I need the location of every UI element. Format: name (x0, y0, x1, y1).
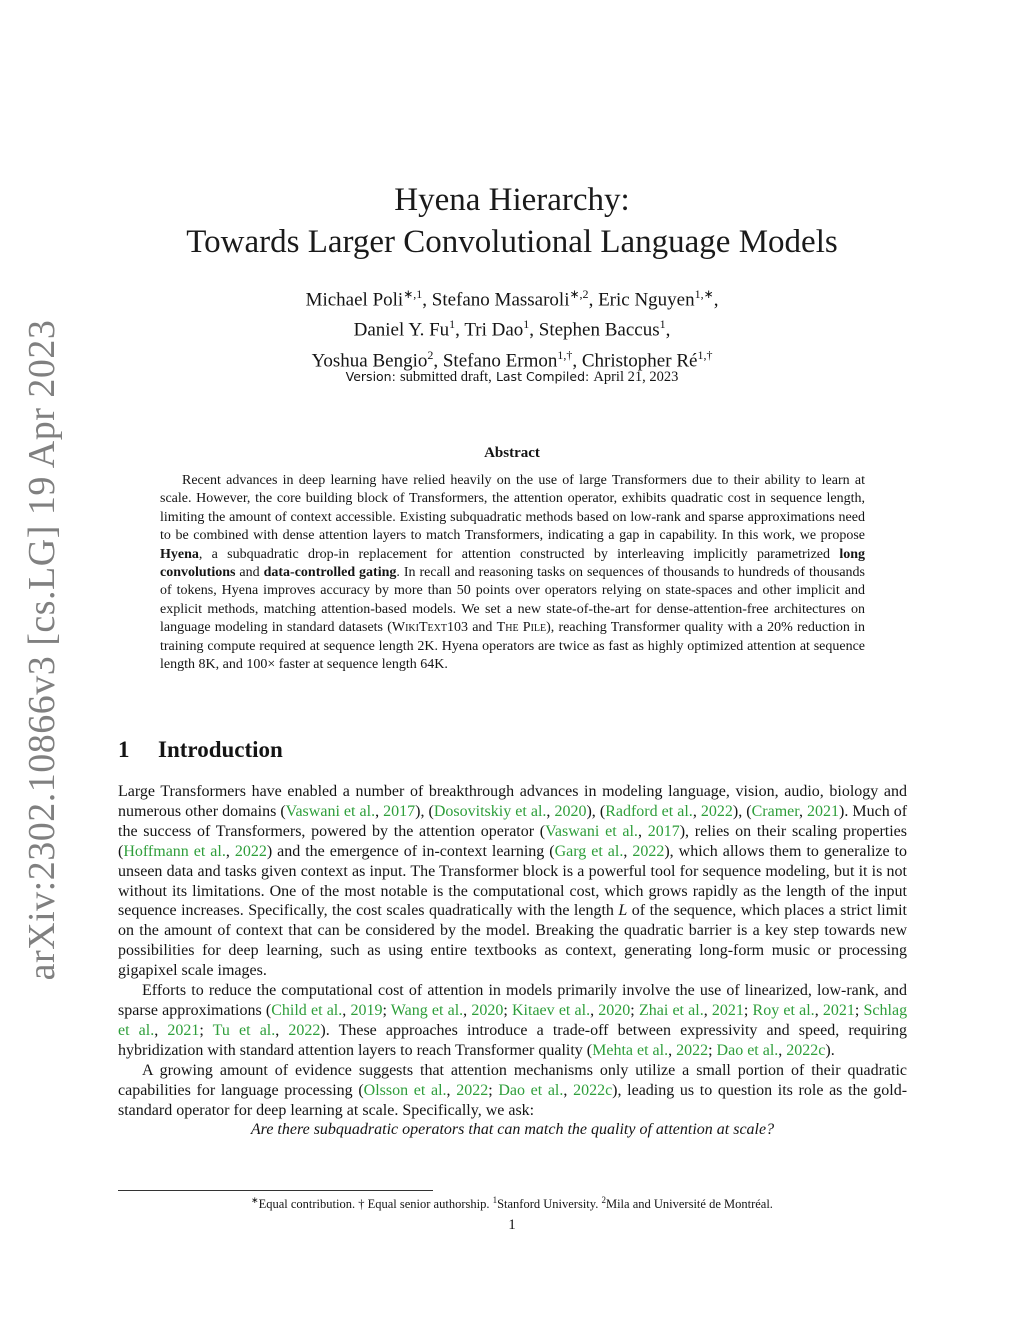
abstract-body (160, 472, 865, 674)
hyena-term: Hyena (160, 546, 199, 562)
author-affiliation-mark: 1,† (697, 347, 713, 362)
arxiv-watermark: arXiv:2302.10866v3 [cs.LG] 19 Apr 2023 (21, 319, 63, 981)
citation-year-link[interactable]: 2019 (350, 1001, 383, 1019)
author-affiliation-mark: 1 (449, 317, 456, 332)
author-affiliation-mark: ∗,2 (569, 287, 589, 301)
citation-year-link[interactable]: 2020 (471, 1001, 504, 1019)
citation-link[interactable]: Cramer (751, 802, 799, 820)
abstract-paragraph: Recent advances in deep learning have relied heavily on the use of large Transformers due to their ability to learn at scale. However, the core building block of Transformers, the attention operator, exhibits quadratic cost in sequence length, limiting the amount of context accessible. Existing subquadratic methods based on low-rank and sparse approximations need to be combined with dense attention layers to match Transformers, indicating a gap in capability. In this work, we propose Hyena, a subquadratic drop-in replacement for attention constructed by interleaving implicitly parametrized long convolutions and data-controlled gating. In recall and reasoning tasks on sequences of thousands to hundreds of thousands of tokens, Hyena improves accuracy by more than 50 points over operators relying on state-spaces and other implicit and explicit methods, matching attention-based models. We set a new state-of-the-art for dense-attention-free architectures on language modeling in standard datasets (WikiText103 and The Pile), reaching Transformer quality with a 20% reduction in training compute required at sequence length 2K. Hyena operators are twice as fast as highly optimized attention at sequence length 8K, and 100× faster at sequence length 64K. (160, 473, 865, 673)
citation-link[interactable]: Kitaev et al. (512, 1001, 591, 1019)
author-affiliation-mark: 1,† (557, 347, 573, 362)
author-list (0, 282, 1024, 373)
compiled-label: Last Compiled: (495, 369, 590, 384)
citation-link[interactable]: Olsson et al. (363, 1081, 447, 1099)
research-question: Are there subquadratic operators that can match the quality of attention at scale? (250, 1121, 775, 1139)
author-name: Tri Dao (464, 319, 524, 341)
author-name: Stephen Baccus (538, 319, 660, 341)
section-heading (118, 737, 283, 763)
citation-year-link[interactable]: 2022 (700, 802, 733, 820)
version-value: submitted draft, (399, 369, 492, 385)
citation-link[interactable]: Vaswani et al. (285, 802, 376, 820)
author-affiliation-mark: 1 (523, 317, 530, 332)
author-name: Stefano Massaroli (431, 289, 570, 311)
math-variable: L (618, 902, 628, 920)
paragraph: Large Transformers have enabled a number of breakthrough advances in modeling language, vision, audio, biology and numerous other domains (Vaswani et al., 2017), (Dosovitskiy et al., 2020), (Radford et al., 2022), (Cramer, 2021). Much of the success of Transformers, powered by the attention operator (Vaswani et al., 2017), relies on their scaling properties (Hoffmann et al., 2022) and the emergence of in-context learning (Garg et al., 2022), which allows them to generalize to unseen data and tasks given context as input. The Transformer block is a powerful tool for sequence modeling, but it is not without its limitations. One of the most notable is the computational cost, which grows rapidly as the length of the input sequence increases. Specifically, the cost scales quadratically with the length L of the sequence, which places a strict limit on the amount of context that can be considered by the model. Breaking the quadratic barrier is a key step towards new possibilities for deep learning, such as using entire textbooks as context, generating long-form music or processing gigapixel scale images. (118, 783, 908, 980)
author-line: Michael Poli$^{∗,1}$, Stefano Massaroli$^{∗,2}$, Eric Nguyen$^{1,∗}$, (305, 287, 719, 311)
author-name: Christopher Ré (581, 349, 698, 371)
citation-year-link[interactable]: 2020 (598, 1001, 631, 1019)
footnote-rule (118, 1190, 433, 1191)
citation-year-link[interactable]: 2017 (383, 802, 416, 820)
citation-link[interactable]: Dao et al. (498, 1081, 564, 1099)
paper-title-line-1: Hyena Hierarchy: (394, 182, 630, 218)
section-number: 1 (118, 737, 130, 762)
citation-year-link[interactable]: 2022 (632, 842, 665, 860)
author-affiliation-mark: 2 (427, 347, 434, 362)
citation-year-link[interactable]: 2022 (234, 842, 267, 860)
citation-link[interactable]: Dosovitskiy et al. (433, 802, 547, 820)
author-line: Daniel Y. Fu$^1$, Tri Dao$^1$, Stephen Baccus$^1$, (353, 317, 671, 341)
citation-link[interactable]: Tu et al. (212, 1021, 276, 1039)
version-line (0, 369, 1024, 386)
citation-link[interactable]: Mehta et al. (592, 1041, 669, 1059)
citation-year-link[interactable]: 2017 (647, 822, 680, 840)
footnote-mark: ∗ (251, 1195, 259, 1205)
compiled-date: April 21, 2023 (593, 369, 679, 385)
citation-year-link[interactable]: 2022 (456, 1081, 489, 1099)
footnote-mark: 1 (492, 1195, 498, 1205)
citation-year-link[interactable]: 2020 (554, 802, 587, 820)
citation-year-link[interactable]: 2021 (807, 802, 839, 820)
citation-link[interactable]: Schlag et al. (118, 1001, 908, 1039)
citation-link[interactable]: Child et al. (271, 1001, 343, 1019)
author-affiliation-mark: 1,∗ (694, 287, 714, 301)
author-name: Yoshua Bengio (311, 349, 428, 371)
author-affiliation-mark: ∗,1 (403, 287, 423, 301)
paragraph: Efforts to reduce the computational cost of attention in models primarily involve the use of linearized, low-rank, and sparse approximations (Child et al., 2019; Wang et al., 2020; Kitaev et al., 2020; Zhai et al., 2021; Roy et al., 2021; Schlag et al., 2021; Tu et al., 2022). These approaches introduce a trade-off between expressivity and speed, requiring hybridization with standard attention layers to reach Transformer quality (Mehta et al., 2022; Dao et al., 2022c). (118, 982, 908, 1059)
paper-title-line-2: Towards Larger Convolutional Language Models (186, 224, 838, 260)
author-line: Yoshua Bengio$^2$, Stefano Ermon$^{1,\dagger}$, Christopher $Ré^{1,\dagger}$ (311, 347, 713, 371)
abstract-heading: Abstract (484, 445, 540, 461)
version-label: Version: (345, 369, 396, 384)
citation-link[interactable]: Garg et al. (554, 842, 624, 860)
author-affiliation-mark: 1 (659, 317, 666, 332)
citation-year-link[interactable]: 2022 (676, 1041, 709, 1059)
wikitext-dataset: WikiText (391, 620, 447, 636)
data-controlled-gating-term: data-controlled gating (263, 565, 397, 581)
citation-year-link[interactable]: 2022 (288, 1021, 321, 1039)
citation-link[interactable]: Vaswani et al. (545, 822, 638, 840)
footnote: ∗Equal contribution. † Equal senior authorship. $^1$Stanford University. $^2$Mila and Université de Montréal. (251, 1195, 773, 1212)
paragraph: A growing amount of evidence suggests that attention mechanisms only utilize a small portion of their quadratic capabilities for language processing (Olsson et al., 2022; Dao et al., 2022c), leading us to question its role as the gold-standard operator for deep learning at scale. Specifically, we ask: (118, 1061, 908, 1119)
page-number: 1 (508, 1217, 516, 1233)
citation-link[interactable]: Radford et al. (605, 802, 693, 820)
section-title: Introduction (158, 737, 283, 762)
citation-year-link[interactable]: 2021 (711, 1001, 744, 1019)
author-name: Michael Poli (305, 289, 404, 311)
footnote-mark: 2 (601, 1195, 606, 1205)
introduction-body (118, 782, 907, 1140)
citation-link[interactable]: Dao et al. (716, 1041, 779, 1059)
citation-year-link[interactable]: 2022c (786, 1041, 826, 1059)
citation-year-link[interactable]: 2021 (167, 1021, 200, 1039)
citation-link[interactable]: Hoffmann et al. (123, 842, 226, 860)
citation-link[interactable]: Roy et al. (752, 1001, 815, 1019)
citation-year-link[interactable]: 2021 (822, 1001, 855, 1019)
citation-year-link[interactable]: 2022c (573, 1081, 613, 1099)
citation-link[interactable]: Zhai et al. (638, 1001, 704, 1019)
long-convolutions-term: long convolutions (160, 546, 865, 581)
author-name: Stefano Ermon (442, 349, 558, 371)
citation-link[interactable]: Wang et al. (390, 1001, 464, 1019)
author-name: Eric Nguyen (598, 289, 695, 311)
author-name: Daniel Y. Fu (353, 319, 450, 341)
the-pile-dataset: The Pile (496, 620, 547, 636)
